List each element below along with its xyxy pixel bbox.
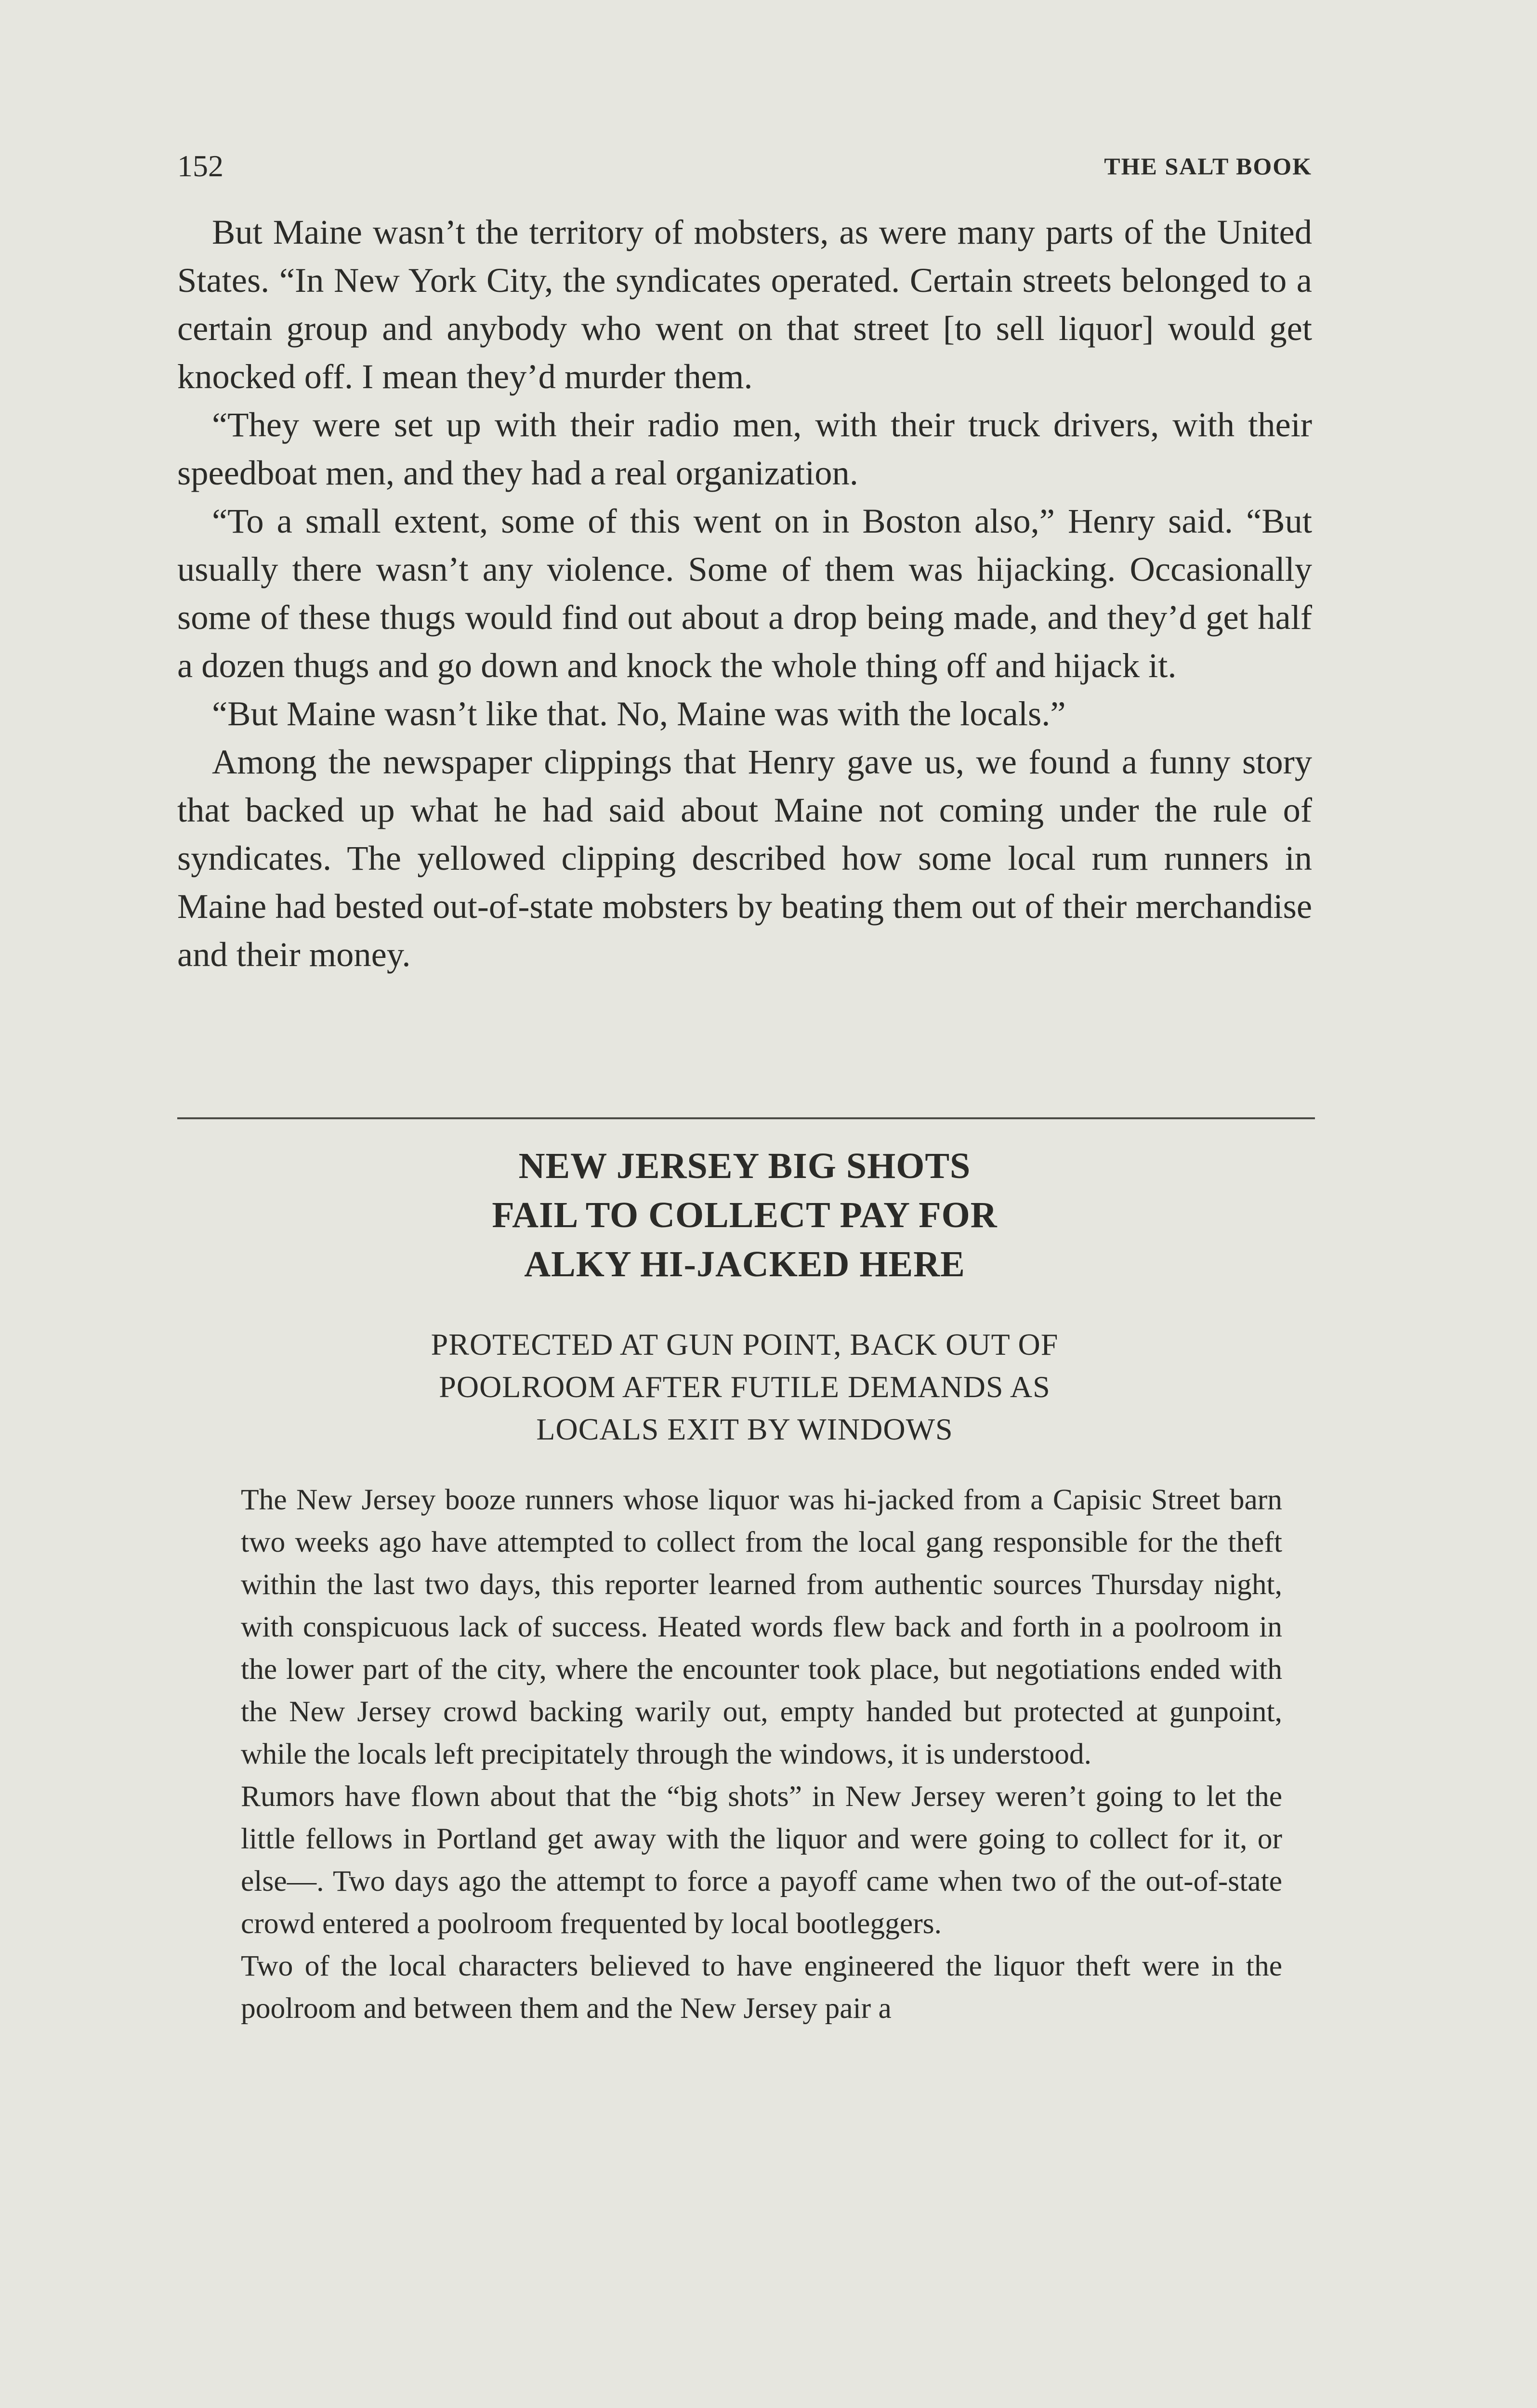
- page-header: [177, 144, 1312, 188]
- headline-line: ALKY HI-JACKED HERE: [524, 1244, 965, 1284]
- section-divider: [177, 1117, 1315, 1119]
- article-paragraph: Two of the local characters believed to have engineered the liquor theft were in the poolroom and between them and the New Jersey pair a: [241, 1950, 1282, 2025]
- article-paragraph: Rumors have flown about that the “big shots” in New Jersey weren’t going to let the little fellows in Portland get away with the liquor and were going to collect for it, or else—. Two days ago the attempt to force a payoff came when two of the out-of-state crowd entered a poolroom frequented by local bootleggers.: [241, 1780, 1282, 1940]
- clipping-subhead: [177, 1323, 1312, 1451]
- subhead-line: LOCALS EXIT BY WINDOWS: [536, 1412, 953, 1446]
- body-text: [177, 208, 1312, 979]
- body-paragraph: “But Maine wasn’t like that. No, Maine was with the locals.”: [212, 694, 1066, 733]
- clipping-headline: [177, 1141, 1312, 1289]
- running-head: THE SALT BOOK: [1104, 153, 1312, 180]
- body-paragraph: “To a small extent, some of this went on in Boston also,” Henry said. “But usually there wasn’t any violence. Some of them was hijacking. Occasionally some of these thugs would find out about a drop being made, and they’d get half a dozen thugs and go down and knock the whole thing off and hijack it.: [177, 501, 1312, 685]
- body-paragraph: But Maine wasn’t the territory of mobsters, as were many parts of the United States. “In New York City, the syndicates operated. Certain streets belonged to a certain group and anybody who went on that street [to sell liquor] would get knocked off. I mean they’d murder them.: [177, 212, 1312, 396]
- page-number: 152: [177, 149, 223, 183]
- clipping-article: [241, 1479, 1282, 2029]
- article-paragraph: The New Jersey booze runners whose liquor was hi-jacked from a Capisic Street barn two weeks ago have attempted to collect from the local gang responsible for the theft within the last two days, this reporter learned from authentic sources Thursday night, with conspicuous lack of success. Heated words flew back and forth in a poolroom in the lower part of the city, where the encounter took place, but negotiations ended with the New Jersey crowd backing warily out, empty handed but protected at gunpoint, while the locals left precipitately through the windows, it is understood.: [241, 1483, 1282, 1770]
- subhead-line: PROTECTED AT GUN POINT, BACK OUT OF: [431, 1327, 1059, 1361]
- body-paragraph: Among the newspaper clippings that Henry gave us, we found a funny story that backed up what he had said about Maine not coming under the rule of syndicates. The yellowed clipping described how some local rum runners in Maine had bested out-of-state mobsters by beating them out of their merchandise and their money.: [177, 742, 1312, 974]
- headline-line: NEW JERSEY BIG SHOTS: [518, 1146, 971, 1186]
- body-paragraph: “They were set up with their radio men, with their truck drivers, with their speedboat men, and they had a real organization.: [177, 405, 1312, 492]
- headline-line: FAIL TO COLLECT PAY FOR: [492, 1195, 998, 1235]
- subhead-line: POOLROOM AFTER FUTILE DEMANDS AS: [439, 1370, 1051, 1404]
